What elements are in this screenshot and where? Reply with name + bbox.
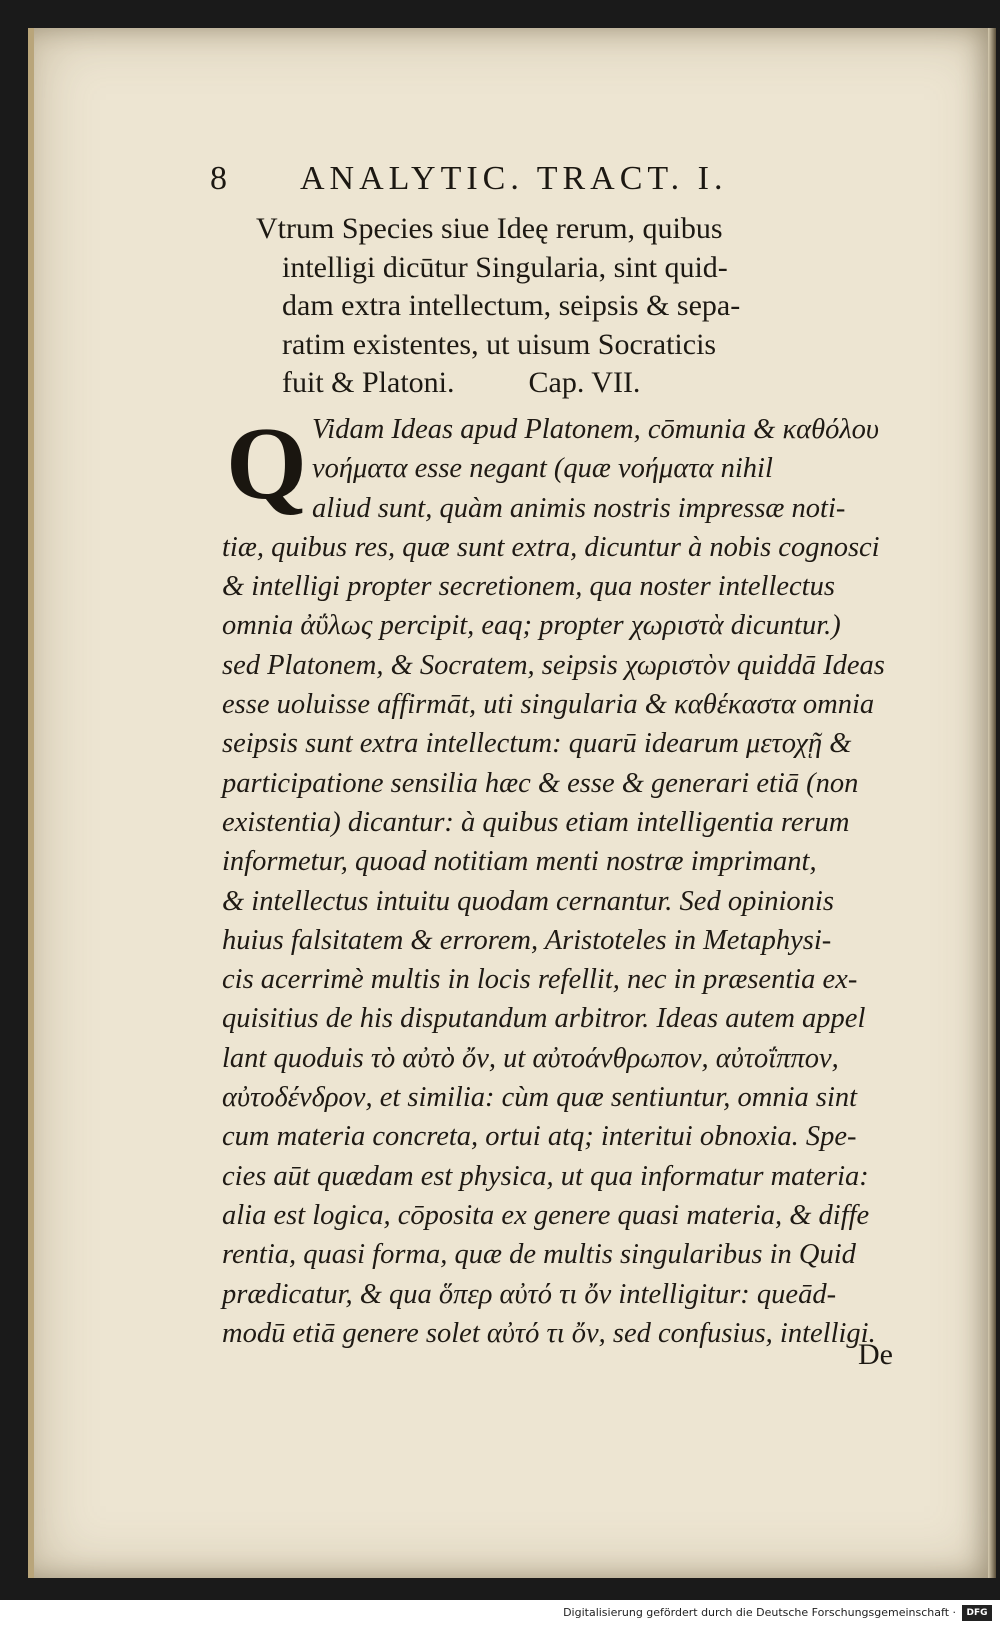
body-line: existentia) dicantur: à quibus etiam intelligentia rerum — [222, 806, 850, 838]
catchword: De — [858, 1338, 893, 1371]
body-line: aliud sunt, quàm animis nostris impressæ noti- — [312, 492, 846, 524]
drop-cap: Q — [226, 406, 307, 521]
body-line: tiæ, quibus res, quæ sunt extra, dicuntur à nobis cognosci — [222, 531, 880, 563]
running-title: ANALYTIC. TRACT. I. — [300, 160, 728, 197]
heading-line: intelligi dicūtur Singularia, sint quid- — [282, 250, 728, 284]
dfg-logo-icon: DFG — [962, 1605, 992, 1621]
body-line: seipsis sunt extra intellectum: quarū idearum μετοχῇ & — [222, 728, 852, 760]
body-line: rentia, quasi forma, quæ de multis singularibus in Quid — [222, 1239, 856, 1271]
page-number: 8 — [210, 160, 232, 197]
body-line: cies aūt quædam est physica, ut qua informatur materia: — [222, 1160, 869, 1192]
body-line: & intelligi propter secretionem, qua noster intellectus — [222, 571, 835, 603]
heading-last-text: fuit & Platoni. — [282, 366, 455, 399]
body-line: participatione sensilia hæc & esse & generari etiā (non — [222, 767, 859, 799]
chapter-heading — [256, 210, 856, 403]
body-line: informetur, quoad notitiam menti nostræ imprimant, — [222, 846, 817, 878]
heading-line: ratim existentes, ut uisum Socraticis — [282, 327, 717, 361]
heading-line-last — [256, 364, 856, 403]
body-line: prædicatur, & qua ὅπερ αὐτό τι ὄν intelligitur: queād- — [222, 1278, 837, 1310]
running-head — [210, 160, 990, 204]
funding-credit: Digitalisierung gefördert durch die Deutsche Forschungsgemeinschaft · — [563, 1606, 956, 1619]
heading-line: dam extra intellectum, seipsis & sepa- — [282, 289, 741, 322]
body-line: omnia ἀΰλως percipit, eaq; propter χωριστὰ dicuntur.) — [222, 610, 841, 642]
footer-bar — [0, 1600, 1000, 1628]
body-text — [222, 406, 902, 1353]
body-line: cum materia concreta, ortui atq; interitui obnoxia. Spe- — [222, 1121, 857, 1153]
body-line: cis acerrimè multis in locis refellit, nec in præsentia ex- — [222, 964, 858, 996]
body-line: αὐτοδένδρον, et similia: cùm quæ sentiuntur, omnia sint — [222, 1082, 858, 1114]
body-line: modū etiā genere solet αὐτό τι ὄν, sed confusius, intelligi. — [222, 1317, 876, 1349]
body-line: quisitius de his disputandum arbitror. Ideas autem appel — [222, 1003, 866, 1035]
body-line: esse uoluisse affirmāt, uti singularia & καθέκαστα omnia — [222, 689, 875, 721]
body-line: huius falsitatem & errorem, Aristoteles in Metaphysi- — [222, 924, 832, 956]
chapter-number: Cap. VII. — [528, 366, 641, 399]
heading-line: Vtrum Species siue Ideę rerum, quibus — [256, 212, 723, 245]
body-line: alia est logica, cōposita ex genere quasi materia, & diffe — [222, 1199, 870, 1231]
body-line: sed Platonem, & Socratem, seipsis χωριστὸν quiddā Ideas — [222, 649, 885, 681]
body-line: Vidam Ideas apud Platonem, cōmunia & καθόλου — [312, 414, 880, 445]
body-line: & intellectus intuitu quodam cernantur. Sed opinionis — [222, 885, 834, 917]
body-line: νοήματα esse negant (quæ νοήματα nihil — [312, 453, 773, 485]
body-line: lant quoduis τὸ αὐτὸ ὄν, ut αὐτοάνθρωπον, αὐτοΐππον, — [222, 1042, 839, 1074]
